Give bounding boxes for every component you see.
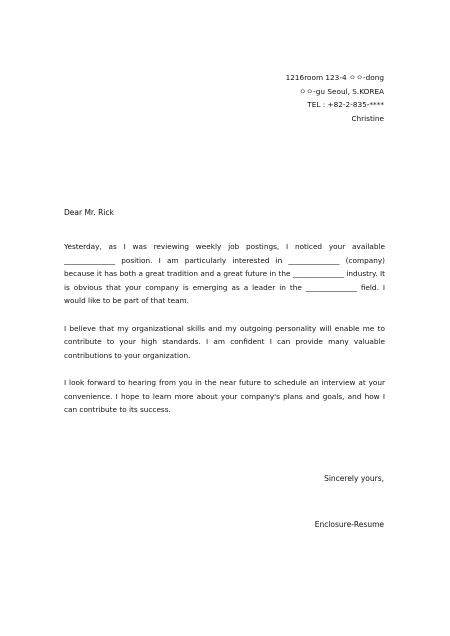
- body-paragraph-3: I look forward to hearing from you in the near future to schedule an interview at your convenience. I hope to learn more about your company's plans and goals, and how I can contribute to its success.: [64, 377, 385, 415]
- sender-address-line-1: 1216room 123-4 ㅇㅇ-dong: [285, 73, 384, 82]
- letter-body: [64, 240, 385, 430]
- body-paragraph-1: Yesterday, as I was reviewing weekly job postings, I noticed your available ______________ position. I am particularly interested in ______________ (company) because it has both a great tradition and a great future in the ______________ industry. It is obvious that your company is emerging as a leader in the ______________ field. I would like to be part of that team.: [64, 242, 385, 306]
- body-paragraph-2: I believe that my organizational skills and my outgoing personality will enable me to contribute to your high standards. I am confident I can provide many valuable contributions to your organization.: [64, 323, 385, 360]
- letter-enclosure: Enclosure-Resume: [314, 520, 384, 529]
- letter-closing: Sincerely yours,: [324, 474, 384, 483]
- sender-name: Christine: [351, 113, 384, 123]
- sender-phone: TEL : +82-2-835-****: [307, 100, 384, 109]
- sender-address-block: [286, 71, 384, 125]
- letter-greeting: Dear Mr. Rick: [64, 208, 114, 217]
- sender-address-line-2: ㅇㅇ-gu Seoul, S.KOREA: [299, 86, 384, 96]
